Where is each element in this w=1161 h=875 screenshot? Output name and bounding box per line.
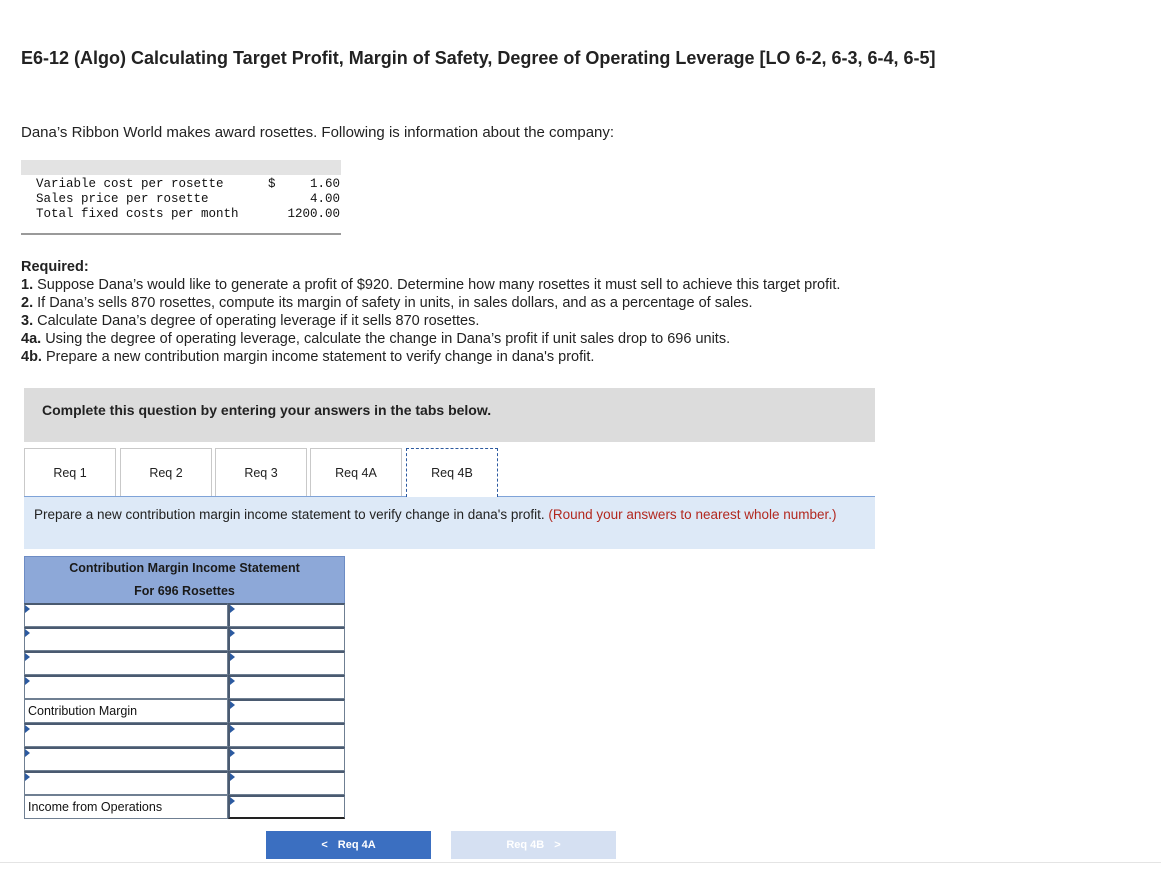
instruction-text: Prepare a new contribution margin income statement to verify change in dana's profit. bbox=[34, 507, 545, 522]
table-row bbox=[24, 723, 345, 747]
dropdown-indicator-icon bbox=[25, 653, 30, 661]
line-item-select[interactable] bbox=[24, 771, 228, 795]
dropdown-indicator-icon bbox=[25, 677, 30, 685]
dropdown-indicator-icon bbox=[230, 677, 235, 685]
required-item-text: Suppose Dana’s would like to generate a profit of $920. Determine how many rosettes it must sell to achieve this target profit. bbox=[37, 277, 841, 293]
dropdown-indicator-icon bbox=[230, 629, 235, 637]
line-item-select[interactable] bbox=[24, 651, 228, 675]
amount-input[interactable] bbox=[228, 771, 345, 795]
dropdown-indicator-icon bbox=[25, 749, 30, 757]
given-value: 1.60 bbox=[309, 177, 340, 191]
given-data-table bbox=[21, 160, 341, 235]
amount-input[interactable] bbox=[228, 603, 345, 627]
table-row bbox=[24, 627, 345, 651]
tab-req-3[interactable]: Req 3 bbox=[215, 448, 307, 496]
given-value: 1200.00 bbox=[287, 207, 340, 221]
line-item-select[interactable] bbox=[24, 627, 228, 651]
amount-input[interactable] bbox=[228, 675, 345, 699]
dropdown-indicator-icon bbox=[230, 797, 235, 805]
given-label: Variable cost per rosette bbox=[36, 177, 224, 191]
dropdown-indicator-icon bbox=[25, 725, 30, 733]
chevron-right-icon: > bbox=[554, 839, 561, 851]
amount-input[interactable] bbox=[228, 747, 345, 771]
required-item bbox=[21, 312, 1021, 330]
dropdown-indicator-icon bbox=[230, 725, 235, 733]
page-title: E6-12 (Algo) Calculating Target Profit, Margin of Safety, Degree of Operating Leverage [LO 6-2, 6-3, 6-4, 6-5] bbox=[21, 48, 936, 68]
instruction-panel bbox=[24, 497, 875, 549]
dropdown-indicator-icon bbox=[230, 773, 235, 781]
given-row bbox=[36, 207, 340, 222]
required-item-number: 4a. bbox=[21, 331, 42, 347]
requirement-tabs bbox=[24, 448, 875, 497]
tab-req-1[interactable]: Req 1 bbox=[24, 448, 116, 496]
given-row bbox=[36, 177, 340, 192]
given-currency bbox=[268, 207, 284, 222]
contribution-margin-input[interactable] bbox=[228, 699, 345, 723]
given-currency bbox=[268, 192, 284, 207]
footer-divider bbox=[0, 862, 1161, 863]
statement-subtitle: For 696 Rosettes bbox=[24, 580, 345, 603]
table-row bbox=[24, 747, 345, 771]
required-item-text: Calculate Dana’s degree of operating leverage if it sells 870 rosettes. bbox=[37, 313, 480, 329]
required-item-number: 1. bbox=[21, 277, 34, 293]
income-from-operations-input[interactable] bbox=[228, 795, 345, 819]
intro-text: Dana’s Ribbon World makes award rosettes. Following is information about the company: bbox=[21, 124, 615, 141]
required-item bbox=[21, 276, 1021, 294]
next-button-label: Req 4B bbox=[506, 839, 545, 851]
required-item-text: Using the degree of operating leverage, calculate the change in Dana’s profit if unit sales drop to 696 units. bbox=[45, 331, 731, 347]
given-label: Total fixed costs per month bbox=[36, 207, 239, 221]
prev-button-label: Req 4A bbox=[337, 839, 376, 851]
rounding-note: (Round your answers to nearest whole number.) bbox=[548, 507, 837, 522]
dropdown-indicator-icon bbox=[25, 605, 30, 613]
given-label: Sales price per rosette bbox=[36, 192, 209, 206]
amount-input[interactable] bbox=[228, 651, 345, 675]
complete-question-banner bbox=[24, 388, 875, 442]
tab-req-4a[interactable]: Req 4A bbox=[310, 448, 402, 496]
required-heading: Required: bbox=[21, 259, 89, 275]
dropdown-indicator-icon bbox=[230, 653, 235, 661]
statement-title: Contribution Margin Income Statement bbox=[24, 556, 345, 580]
prev-req-4a-button[interactable] bbox=[266, 831, 431, 859]
tab-req-2[interactable]: Req 2 bbox=[120, 448, 212, 496]
complete-question-text: Complete this question by entering your answers in the tabs below. bbox=[42, 402, 492, 418]
amount-input[interactable] bbox=[228, 723, 345, 747]
amount-input[interactable] bbox=[228, 627, 345, 651]
dropdown-indicator-icon bbox=[230, 605, 235, 613]
given-table-header-bar bbox=[21, 160, 341, 175]
required-item bbox=[21, 348, 1021, 366]
required-item bbox=[21, 294, 1021, 312]
line-item-select[interactable] bbox=[24, 747, 228, 771]
required-item-text: If Dana’s sells 870 rosettes, compute its margin of safety in units, in sales dollars, and as a percentage of sales. bbox=[37, 295, 753, 311]
required-item-number: 2. bbox=[21, 295, 34, 311]
chevron-left-icon: < bbox=[321, 839, 328, 851]
required-item bbox=[21, 330, 1021, 348]
contribution-margin-label: Contribution Margin bbox=[24, 699, 228, 723]
dropdown-indicator-icon bbox=[25, 773, 30, 781]
given-value: 4.00 bbox=[309, 192, 340, 206]
tab-req-4b[interactable]: Req 4B bbox=[406, 448, 498, 497]
line-item-select[interactable] bbox=[24, 675, 228, 699]
dropdown-indicator-icon bbox=[230, 701, 235, 709]
dropdown-indicator-icon bbox=[230, 749, 235, 757]
table-row bbox=[24, 795, 345, 819]
next-req-4b-button bbox=[451, 831, 616, 859]
table-row bbox=[24, 699, 345, 723]
required-item-number: 4b. bbox=[21, 349, 42, 365]
income-statement-table bbox=[24, 556, 345, 819]
table-row bbox=[24, 603, 345, 627]
income-from-operations-label: Income from Operations bbox=[24, 795, 228, 819]
line-item-select[interactable] bbox=[24, 603, 228, 627]
given-row bbox=[36, 192, 340, 207]
given-currency: $ bbox=[268, 177, 276, 191]
table-row bbox=[24, 771, 345, 795]
table-row bbox=[24, 675, 345, 699]
dropdown-indicator-icon bbox=[25, 629, 30, 637]
required-item-number: 3. bbox=[21, 313, 34, 329]
required-section bbox=[21, 258, 1021, 366]
required-item-text: Prepare a new contribution margin income statement to verify change in dana's profit. bbox=[45, 349, 595, 365]
table-row bbox=[24, 651, 345, 675]
line-item-select[interactable] bbox=[24, 723, 228, 747]
